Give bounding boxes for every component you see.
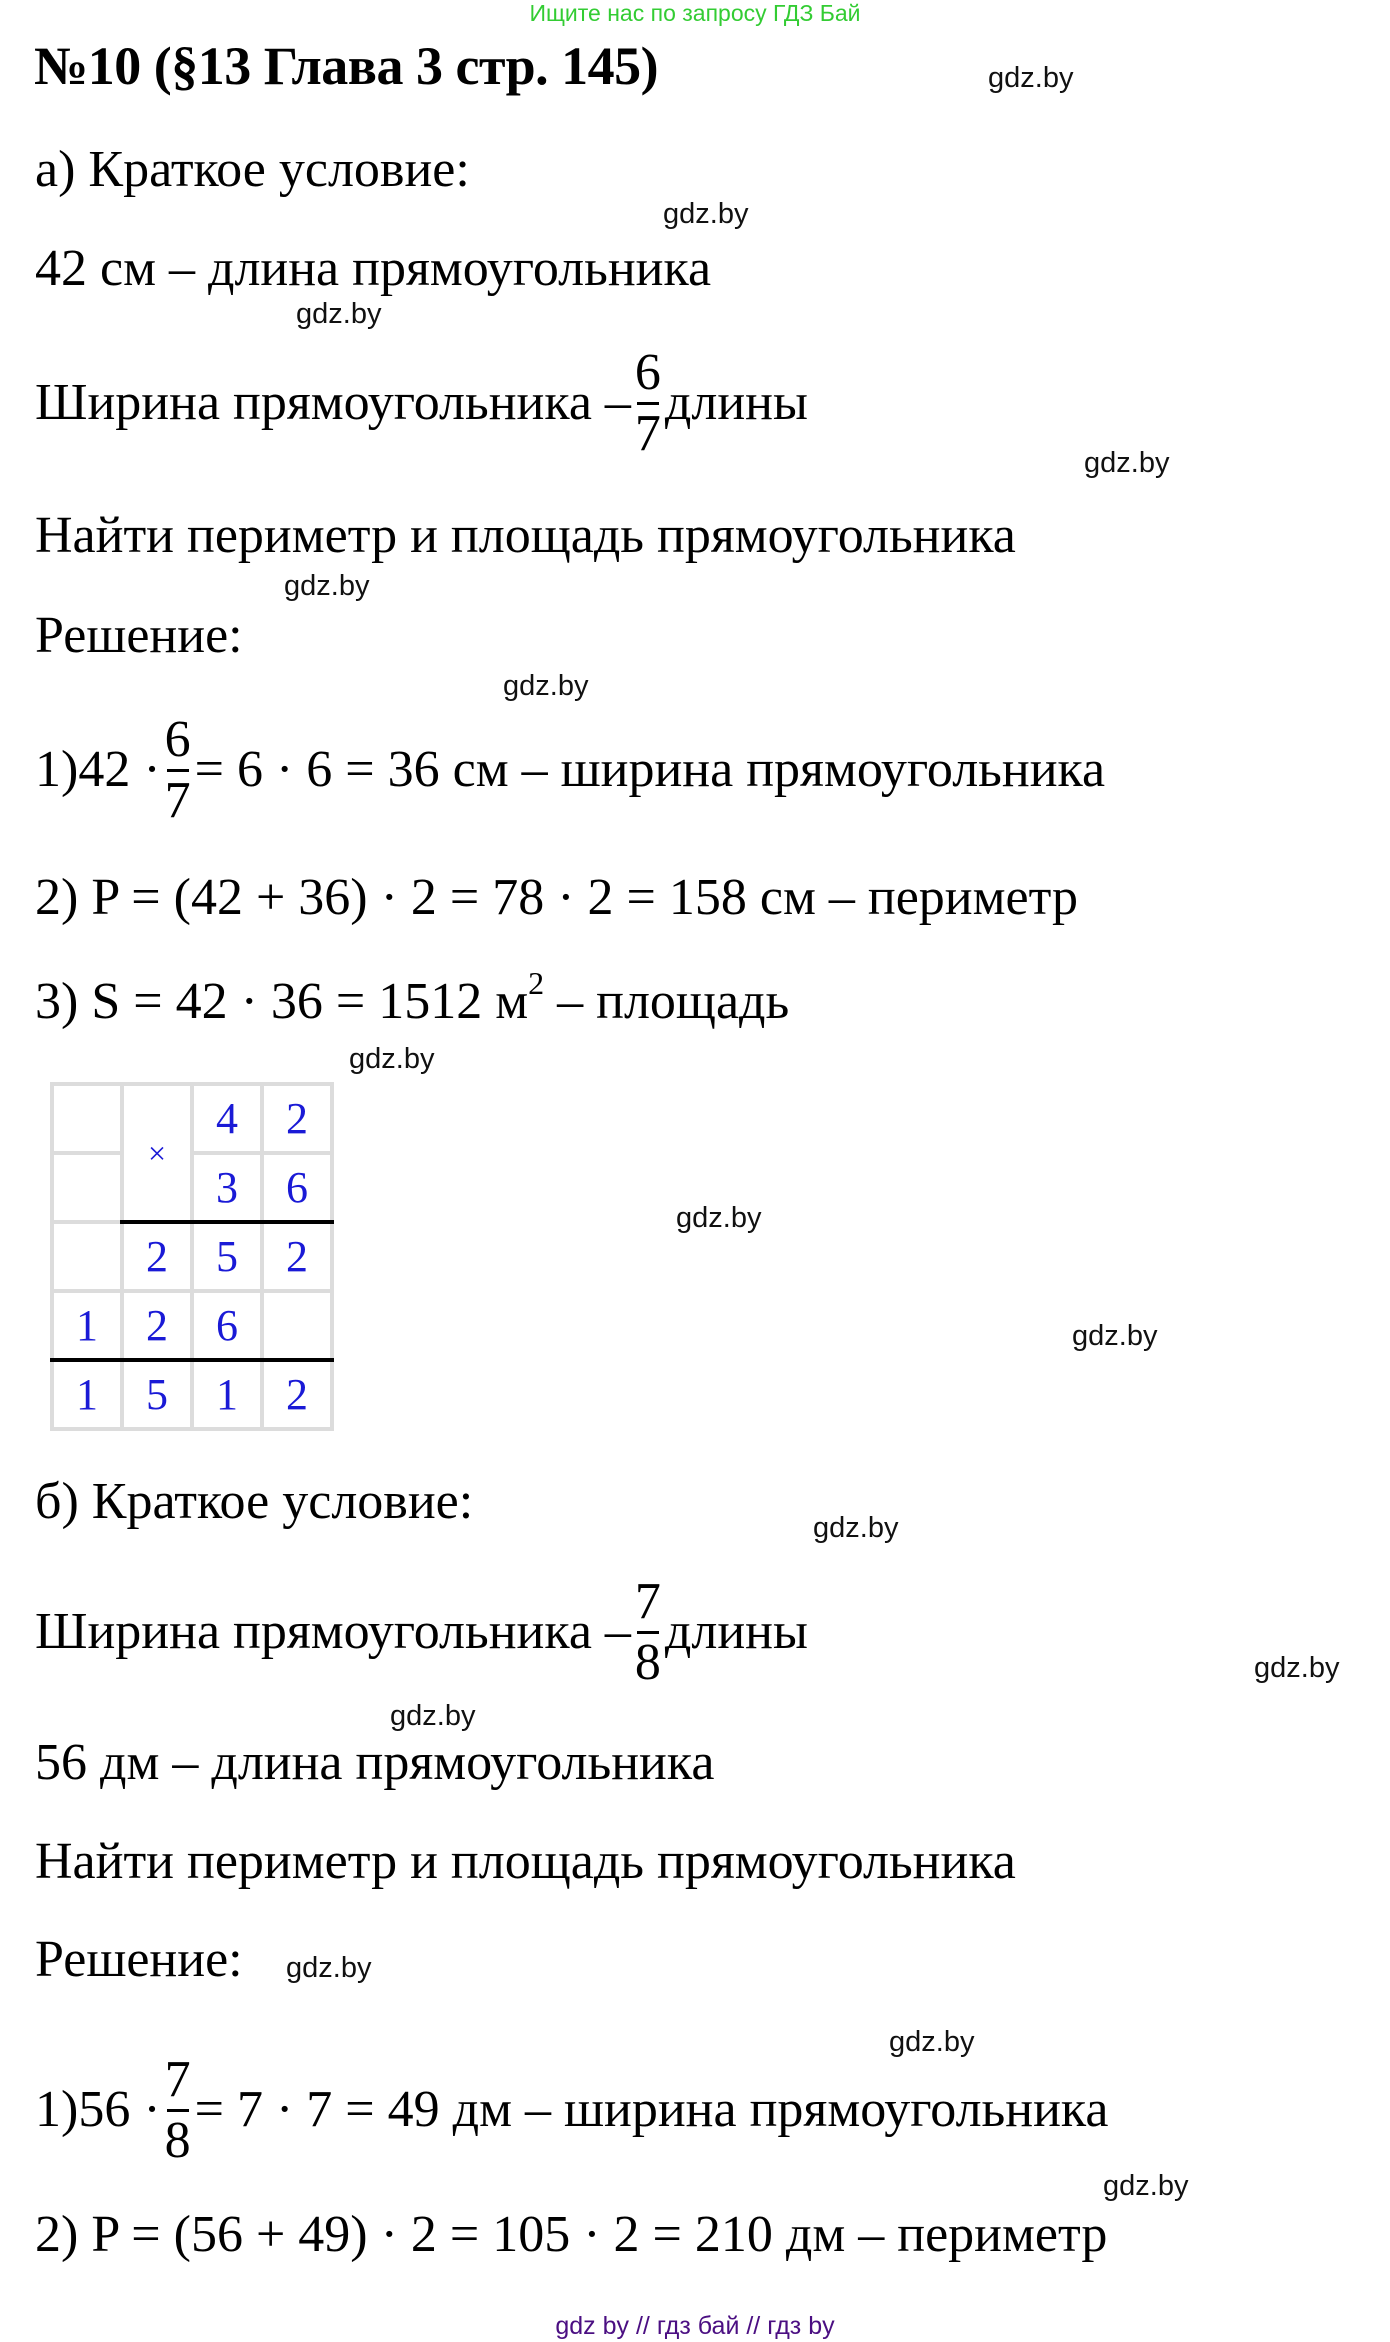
part-a-given-length: 42 см – длина прямоугольника <box>35 240 712 297</box>
width-prefix: Ширина прямоугольника – <box>35 1603 631 1660</box>
step-3-prefix: 3) S = 42 · 36 = 1512 м <box>35 973 529 1030</box>
fraction-denominator: 8 <box>634 1633 661 1691</box>
width-suffix: длины <box>664 1603 808 1660</box>
fraction-6-7 <box>635 344 661 463</box>
table-cell <box>52 1222 122 1291</box>
part-b-width-condition <box>35 1572 808 1692</box>
watermark: gdz.by <box>889 2026 975 2058</box>
table-cell: 2 <box>262 1084 332 1153</box>
watermark: gdz.by <box>390 1700 476 1732</box>
part-a-step-2: 2) P = (42 + 36) · 2 = 78 · 2 = 158 см – периметр <box>35 869 1078 926</box>
table-cell <box>262 1291 332 1360</box>
superscript-2: 2 <box>528 965 545 1001</box>
table-cell: 2 <box>122 1291 192 1360</box>
watermark: gdz.by <box>1103 2170 1189 2202</box>
watermark: gdz.by <box>988 62 1074 94</box>
part-b-task: Найти периметр и площадь прямоугольника <box>35 1833 1016 1890</box>
multiply-operator: × <box>122 1084 192 1222</box>
table-row <box>52 1153 332 1222</box>
part-a-solution-label: Решение: <box>35 607 243 664</box>
table-cell <box>52 1153 122 1222</box>
watermark: gdz.by <box>349 1043 435 1075</box>
fraction-7-8 <box>165 2051 191 2170</box>
step-1-prefix: 1)56 · <box>35 2081 161 2138</box>
table-cell <box>52 1084 122 1153</box>
watermark: gdz.by <box>1254 1652 1340 1684</box>
fraction-numerator: 7 <box>164 2050 191 2108</box>
table-cell: 5 <box>122 1360 192 1429</box>
page-title: №10 (§13 Глава 3 стр. 145) <box>34 36 659 96</box>
watermark: gdz.by <box>1072 1320 1158 1352</box>
table-row <box>52 1360 332 1429</box>
part-b-given-length: 56 дм – длина прямоугольника <box>35 1734 715 1791</box>
part-a-step-3 <box>35 965 790 1032</box>
table-cell: 2 <box>262 1222 332 1291</box>
watermark: gdz.by <box>286 1952 372 1984</box>
table-cell: 5 <box>192 1222 262 1291</box>
fraction-numerator: 6 <box>164 710 191 768</box>
watermark: gdz.by <box>1084 447 1170 479</box>
table-cell: 6 <box>262 1153 332 1222</box>
watermark: gdz.by <box>296 298 382 330</box>
table-cell: 2 <box>122 1222 192 1291</box>
watermark: gdz.by <box>663 198 749 230</box>
part-a-heading: а) Краткое условие: <box>35 141 470 198</box>
header-ad-text[interactable]: Ищите нас по запросу ГДЗ Бай <box>529 0 861 26</box>
step-3-suffix: – площадь <box>557 973 790 1030</box>
fraction-6-7 <box>165 711 191 830</box>
fraction-denominator: 7 <box>164 771 191 829</box>
step-1-prefix: 1)42 · <box>35 741 161 798</box>
part-a-step-1 <box>35 710 1105 830</box>
table-cell: 6 <box>192 1291 262 1360</box>
table-row <box>52 1291 332 1360</box>
fraction-numerator: 7 <box>634 1572 661 1630</box>
width-suffix: длины <box>664 374 808 431</box>
part-a-width-condition <box>35 343 808 463</box>
part-b-step-2: 2) P = (56 + 49) · 2 = 105 · 2 = 210 дм – периметр <box>35 2206 1108 2263</box>
part-a-task: Найти периметр и площадь прямоугольника <box>35 507 1016 564</box>
table-cell: 1 <box>52 1360 122 1429</box>
part-b-solution-label: Решение: <box>35 1931 243 1988</box>
table-cell: 2 <box>262 1360 332 1429</box>
fraction-7-8 <box>635 1573 661 1692</box>
multiplication-table <box>50 1082 334 1431</box>
step-1-suffix: = 6 · 6 = 36 см – ширина прямоугольника <box>194 741 1106 798</box>
table-cell: 1 <box>52 1291 122 1360</box>
watermark: gdz.by <box>813 1512 899 1544</box>
fraction-numerator: 6 <box>634 343 661 401</box>
part-b-heading: б) Краткое условие: <box>35 1473 474 1530</box>
table-cell: 1 <box>192 1360 262 1429</box>
part-b-step-1 <box>35 2050 1108 2170</box>
table-cell: 4 <box>192 1084 262 1153</box>
width-prefix: Ширина прямоугольника – <box>35 374 631 431</box>
footer-links[interactable]: gdz by // гдз бай // гдз by <box>555 2312 835 2340</box>
table-row <box>52 1084 332 1153</box>
fraction-denominator: 8 <box>164 2111 191 2169</box>
watermark: gdz.by <box>503 670 589 702</box>
table-cell: 3 <box>192 1153 262 1222</box>
watermark: gdz.by <box>284 570 370 602</box>
step-1-suffix: = 7 · 7 = 49 дм – ширина прямоугольника <box>194 2081 1109 2138</box>
table-row <box>52 1222 332 1291</box>
watermark: gdz.by <box>676 1202 762 1234</box>
fraction-denominator: 7 <box>634 404 661 462</box>
